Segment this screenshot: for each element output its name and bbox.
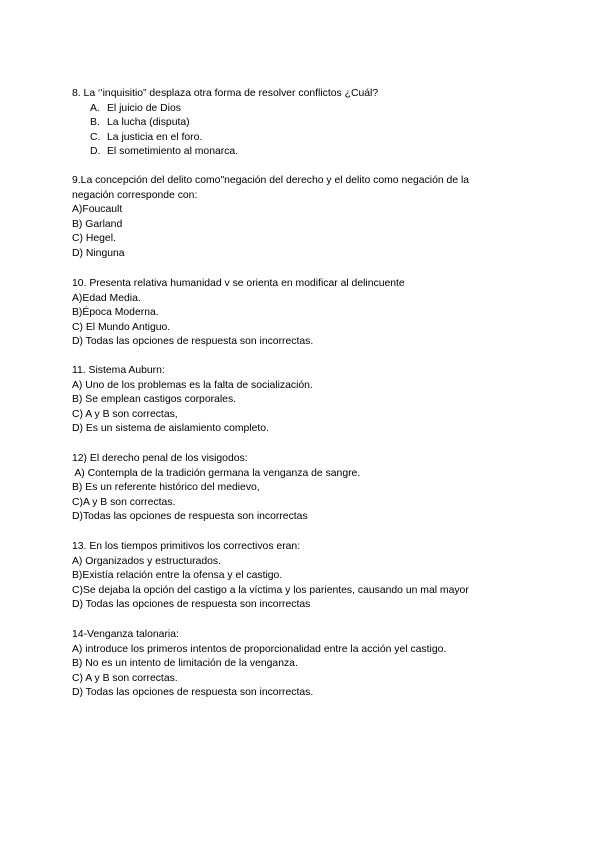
option-label: B. bbox=[90, 117, 100, 129]
question-11-stem: 11. Sistema Auburn: bbox=[72, 365, 165, 376]
question-11-option-a: A) Uno de los problemas es la falta de socialización. bbox=[72, 379, 313, 391]
question-13-stem: 13. En los tiempos primitivos los correctivos eran: bbox=[72, 541, 301, 552]
question-9-option-a: A)Foucault bbox=[72, 204, 123, 216]
option-text: La lucha (disputa) bbox=[107, 117, 190, 129]
option-text: La justicia en el foro. bbox=[107, 131, 203, 143]
question-11-option-d: D) Es un sistema de aislamiento completo. bbox=[72, 423, 269, 435]
question-10-option-b: B)Época Moderna. bbox=[72, 307, 159, 319]
question-14-option-c: C) A y B son correctas. bbox=[72, 672, 178, 684]
option-label: A. bbox=[90, 102, 100, 114]
question-13 bbox=[72, 540, 512, 613]
question-10-option-c: C) El Mundo Antiguo. bbox=[72, 321, 171, 333]
question-13-option-b: B)Existía relación entre la ofensa y el castigo. bbox=[72, 570, 283, 582]
question-8 bbox=[72, 87, 512, 160]
question-9-option-d: D) Ninguna bbox=[72, 247, 125, 259]
question-10 bbox=[72, 277, 512, 350]
question-8-option-d bbox=[72, 145, 512, 160]
question-14 bbox=[72, 628, 512, 701]
question-12-stem: 12) El derecho penal de los visigodos: bbox=[72, 453, 248, 464]
question-12-option-b: B) Es un referente histórico del medievo, bbox=[72, 482, 260, 494]
question-11 bbox=[72, 364, 512, 437]
question-9-stem-line-2: negación corresponde con: bbox=[72, 189, 198, 201]
question-8-option-c bbox=[72, 131, 512, 146]
question-13-option-d: D) Todas las opciones de respuesta son incorrectas bbox=[72, 599, 311, 611]
question-12 bbox=[72, 452, 512, 525]
question-11-option-c: C) A y B son correctas, bbox=[72, 408, 178, 420]
question-14-stem: 14-Venganza talonaria: bbox=[72, 629, 179, 640]
question-8-option-b bbox=[72, 116, 512, 131]
question-10-option-d: D) Todas las opciones de respuesta son incorrectas. bbox=[72, 336, 314, 348]
question-12-option-c: C)A y B son correctas. bbox=[72, 496, 176, 508]
question-13-option-a: A) Organizados y estructurados. bbox=[72, 555, 222, 567]
question-14-option-b: B) No es un intento de limitación de la venganza. bbox=[72, 658, 298, 670]
question-9-option-c: C) Hegel. bbox=[72, 233, 116, 245]
question-13-option-c: C)Se dejaba la opción del castigo a la víctima y los parientes, causando un mal mayor bbox=[72, 584, 469, 596]
question-9 bbox=[72, 174, 512, 262]
question-9-stem-line-1: 9.La concepción del delito como"negación del derecho y el delito como negación de la bbox=[72, 175, 470, 186]
option-label: D. bbox=[90, 146, 101, 158]
question-9-option-b: B) Garland bbox=[72, 218, 123, 230]
option-label: C. bbox=[90, 131, 101, 143]
option-text: El sometimiento al monarca. bbox=[107, 146, 239, 158]
question-14-option-a: A) introduce los primeros intentos de proporcionalidad entre la acción yel castigo. bbox=[72, 643, 447, 655]
question-10-stem: 10. Presenta relativa humanidad v se orienta en modificar al delincuente bbox=[72, 278, 405, 289]
question-12-option-a: A) Contempla de la tradición germana la venganza de sangre. bbox=[72, 467, 361, 479]
option-text: El juicio de Dios bbox=[107, 102, 181, 114]
question-12-option-d: D)Todas las opciones de respuesta son incorrectas bbox=[72, 511, 308, 523]
question-11-option-b: B) Se emplean castigos corporales. bbox=[72, 394, 237, 406]
question-8-stem: 8. La ‘’inquisitio” desplaza otra forma de resolver conflictos ¿Cuál? bbox=[72, 88, 379, 99]
question-14-option-d: D) Todas las opciones de respuesta son incorrectas. bbox=[72, 687, 314, 699]
question-8-option-a bbox=[72, 102, 512, 117]
question-10-option-a: A)Edad Media. bbox=[72, 292, 141, 304]
